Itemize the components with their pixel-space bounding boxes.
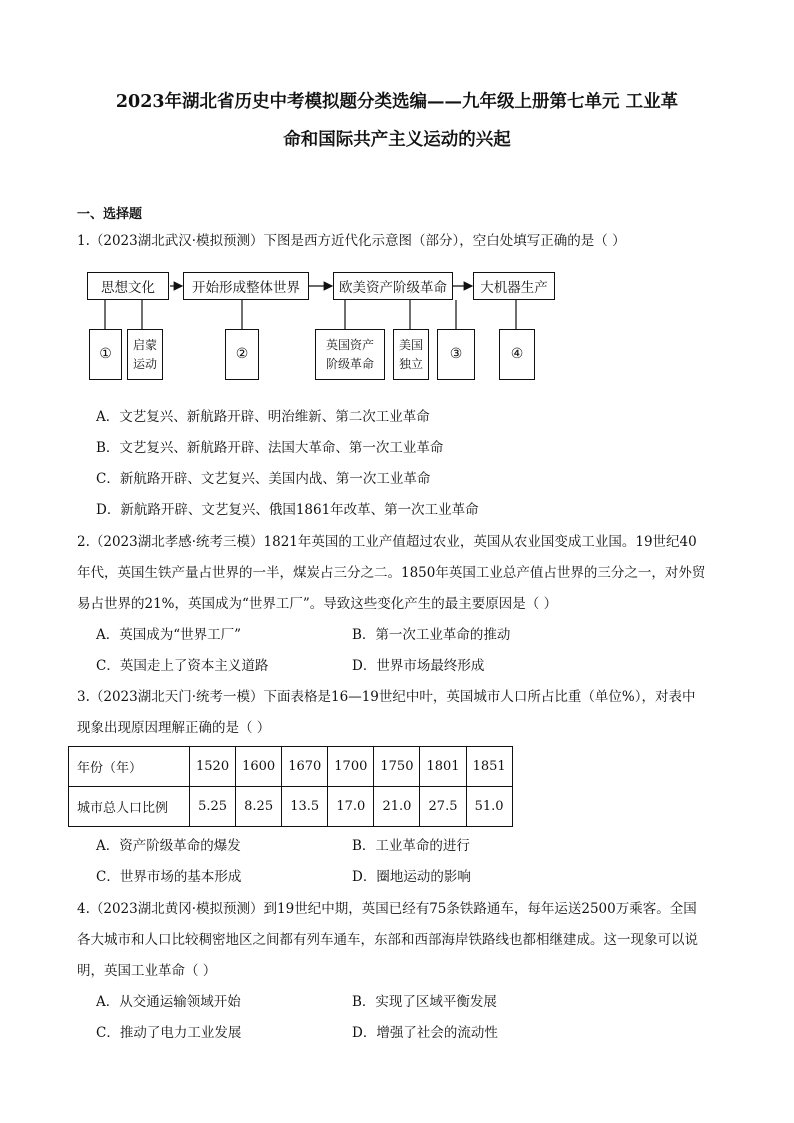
q4-stem-line1: 4.（2023湖北黄冈·模拟预测）到19世纪中期，英国已经有75条铁路通车，每年运送2500万乘客。全国 [77,901,697,917]
box-bourgeois-revolution: 欧美资产阶级革命 [333,272,453,300]
q1-option-b: B．文艺复兴、新航路开辟、法国大革命、第一次工业革命 [96,440,444,456]
ratio-cell: 17.0 [328,787,374,827]
year-cell: 1600 [236,747,282,787]
box-american-independence [393,329,429,380]
q2-option-a: A．英国成为“世界工厂” [96,627,242,643]
box-world-whole: 开始形成整体世界 [183,272,309,300]
box-enlightenment-line2: 运动 [132,356,157,371]
q4-option-d: D．增强了社会的流动性 [352,1025,498,1041]
table-row [69,747,513,787]
table-row [69,787,513,827]
ratio-cell: 5.25 [190,787,236,827]
q1-stem: 1.（2023湖北武汉·模拟预测）下图是西方近代化示意图（部分），空白处填写正确的是（ ） [77,233,626,249]
q1-option-a: A．文艺复兴、新航路开辟、明治维新、第二次工业革命 [96,409,430,425]
q1-option-d: D．新航路开辟、文艺复兴、俄国1861年改革、第一次工业革命 [96,502,479,518]
box-machine-production: 大机器生产 [473,272,555,300]
year-cell: 1750 [374,747,420,787]
box-english-revolution-line2: 阶级革命 [325,356,374,371]
q1-option-c: C．新航路开辟、文艺复兴、美国内战、第一次工业革命 [96,471,431,487]
table-header-ratio: 城市总人口比例 [69,787,190,827]
q2-stem-line2: 年代，英国生铁产量占世界的一半，煤炭占三分之二。1850年英国工业总产值占世界的三分之一，对外贸 [77,565,706,581]
box-american-independence-line2: 独立 [398,356,423,371]
q3-table [68,746,513,827]
q2-option-c: C．英国走上了资本主义道路 [96,658,269,674]
blank-box-1: ① [89,329,122,380]
q4-option-a: A．从交通运输领域开始 [96,994,241,1010]
blank-box-2: ② [225,329,259,380]
q3-option-b: B．工业革命的进行 [352,838,470,854]
q2-stem-line1: 2.（2023湖北孝感·统考三模）1821年英国的工业产值超过农业，英国从农业国变成工业国。19世纪40 [77,534,697,550]
year-cell: 1670 [282,747,328,787]
ratio-cell: 51.0 [466,787,512,827]
q3-stem-line1: 3.（2023湖北天门·统考一模）下面表格是16—19世纪中叶，英国城市人口所占比重（单位%），对表中 [77,689,696,705]
page-title-line2: 命和国际共产主义运动的兴起 [283,130,511,150]
box-english-revolution [315,329,385,380]
q4-option-b: B．实现了区域平衡发展 [352,994,497,1010]
q3-option-a: A．资产阶级革命的爆发 [96,838,241,854]
year-cell: 1700 [328,747,374,787]
box-thought-culture: 思想文化 [87,272,169,300]
box-enlightenment [127,329,163,380]
table-header-year: 年份（年） [69,747,190,787]
q2-option-b: B．第一次工业革命的推动 [352,627,511,643]
blank-box-4: ④ [499,329,535,380]
ratio-cell: 27.5 [420,787,466,827]
q4-stem-line3: 明，英国工业革命（ ） [77,963,217,979]
box-enlightenment-line1: 启蒙 [132,337,157,352]
year-cell: 1801 [420,747,466,787]
q2-option-d: D．世界市场最终形成 [352,658,485,674]
q1-diagram [87,270,567,385]
q3-option-c: C．世界市场的基本形成 [96,869,242,885]
ratio-cell: 21.0 [374,787,420,827]
box-english-revolution-line1: 英国资产 [325,337,374,352]
ratio-cell: 13.5 [282,787,328,827]
box-american-independence-line1: 美国 [398,337,423,352]
q3-option-d: D．圈地运动的影响 [352,869,471,885]
blank-box-3: ③ [437,329,475,380]
year-cell: 1851 [466,747,512,787]
ratio-cell: 8.25 [236,787,282,827]
q3-stem-line2: 现象出现原因理解正确的是（ ） [77,720,271,736]
year-cell: 1520 [190,747,236,787]
q4-stem-line2: 各大城市和人口比较稠密地区之间都有列车通车，东部和西部海岸铁路线也都相继建成。这一现象可以说 [77,932,698,948]
q2-stem-line3: 易占世界的21%，英国成为“世界工厂”。导致这些变化产生的最主要原因是（ ） [77,596,558,612]
q4-option-c: C．推动了电力工业发展 [96,1025,242,1041]
section-heading: 一、选择题 [77,207,143,222]
page-title-line1: 2023年湖北省历史中考模拟题分类选编——九年级上册第七单元 工业革 [115,92,679,112]
